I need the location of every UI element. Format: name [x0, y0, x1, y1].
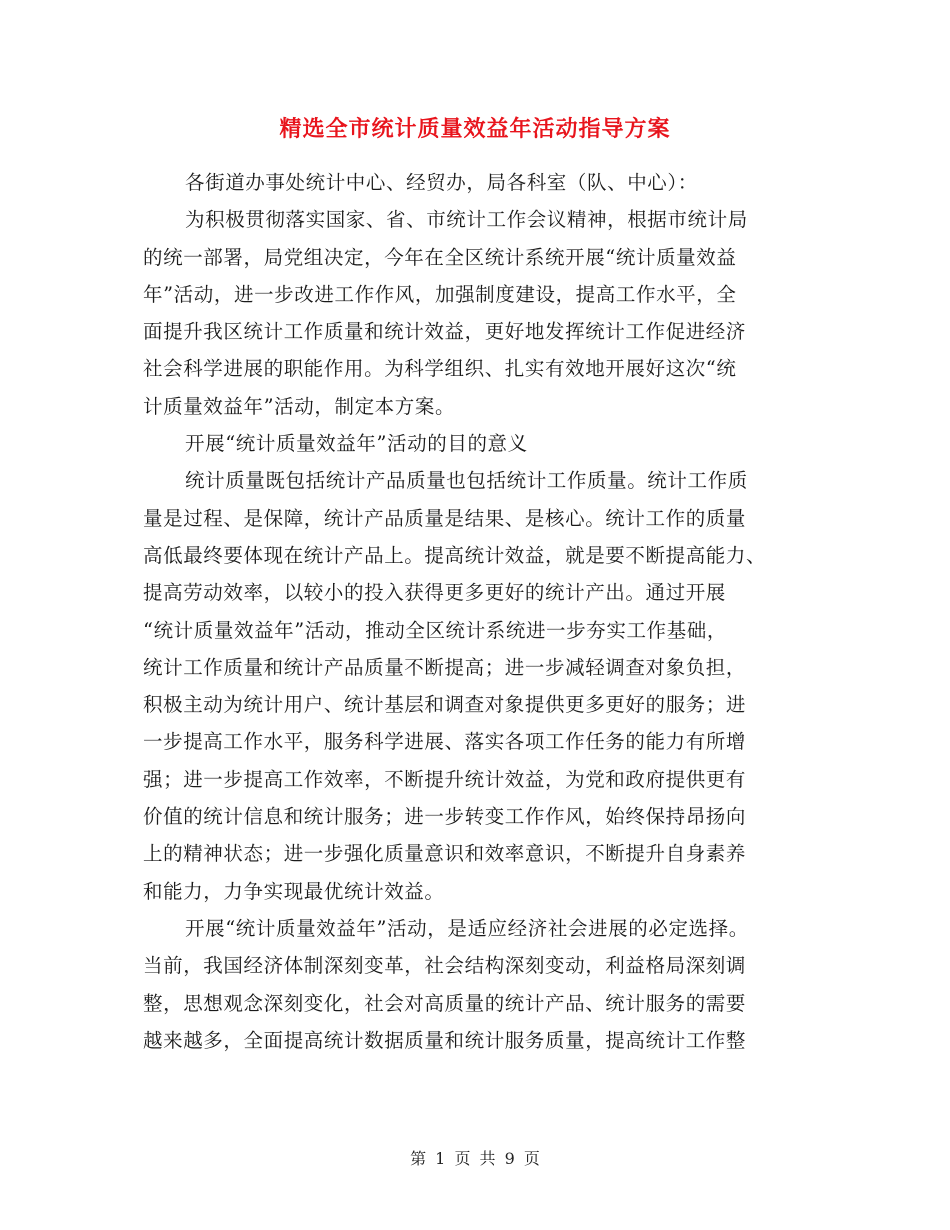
text-line: 提高劳动效率，以较小的投入获得更多更好的统计产出。通过开展 [143, 581, 726, 605]
text-line: 社会科学进展的职能作用。为科学组织、扎实有效地开展好这次“统 [143, 357, 737, 381]
text-line: 价值的统计信息和统计服务；进一步转变工作作风，始终保持昂扬向 [143, 805, 747, 829]
text-line: 量是过程、是保障，统计产品质量是结果、是核心。统计工作的质量 [143, 506, 747, 530]
section-heading: 开展“统计质量效益年”活动的目的意义 [185, 432, 528, 456]
text-line: 一步提高工作水平，服务科学进展、落实各项工作任务的能力有所增 [143, 730, 747, 754]
text-line: 强；进一步提高工作效率，不断提升统计效益，为党和政府提供更有 [143, 767, 747, 791]
text-line: 统计质量既包括统计产品质量也包括统计工作质量。统计工作质 [185, 469, 748, 493]
page-number-footer: 第 1 页 共 9 页 [410, 1149, 540, 1168]
text-line: 积极主动为统计用户、统计基层和调查对象提供更多更好的服务；进 [143, 693, 747, 717]
text-line: 年”活动，进一步改进工作作风，加强制度建设，提高工作水平，全 [143, 282, 737, 306]
text-line: 面提升我区统计工作质量和统计效益，更好地发挥统计工作促进经济 [143, 320, 747, 344]
text-line: 当前，我国经济体制深刻变革，社会结构深刻变动，利益格局深刻调 [143, 954, 747, 978]
text-line: 统计工作质量和统计产品质量不断提高；进一步减轻调查对象负担， [143, 655, 747, 679]
document-body [143, 164, 808, 1059]
document-title: 精选全市统计质量效益年活动指导方案 [279, 116, 671, 142]
text-line: 的统一部署，局党组决定，今年在全区统计系统开展“统计质量效益 [143, 245, 737, 269]
text-line: 开展“统计质量效益年”活动，是适应经济社会进展的必定选择。 [185, 916, 749, 940]
text-line: 计质量效益年”活动，制定本方案。 [143, 394, 456, 418]
text-line: 整，思想观念深刻变化，社会对高质量的统计产品、统计服务的需要 [143, 991, 747, 1015]
text-line: 为积极贯彻落实国家、省、市统计工作会议精神，根据市统计局 [185, 208, 748, 232]
text-line: 上的精神状态；进一步强化质量意识和效率意识，不断提升自身素养 [143, 842, 747, 866]
text-line: 和能力，力争实现最优统计效益。 [143, 879, 445, 903]
text-line-salutation: 各街道办事处统计中心、经贸办，局各科室（队、中心）： [185, 171, 698, 194]
text-line: 高低最终要体现在统计产品上。提高统计效益，就是要不断提高能力、 [143, 543, 767, 567]
text-line: “统计质量效益年”活动，推动全区统计系统进一步夯实工作基础， [143, 618, 727, 642]
text-line: 越来越多，全面提高统计数据质量和统计服务质量，提高统计工作整 [143, 1028, 747, 1052]
